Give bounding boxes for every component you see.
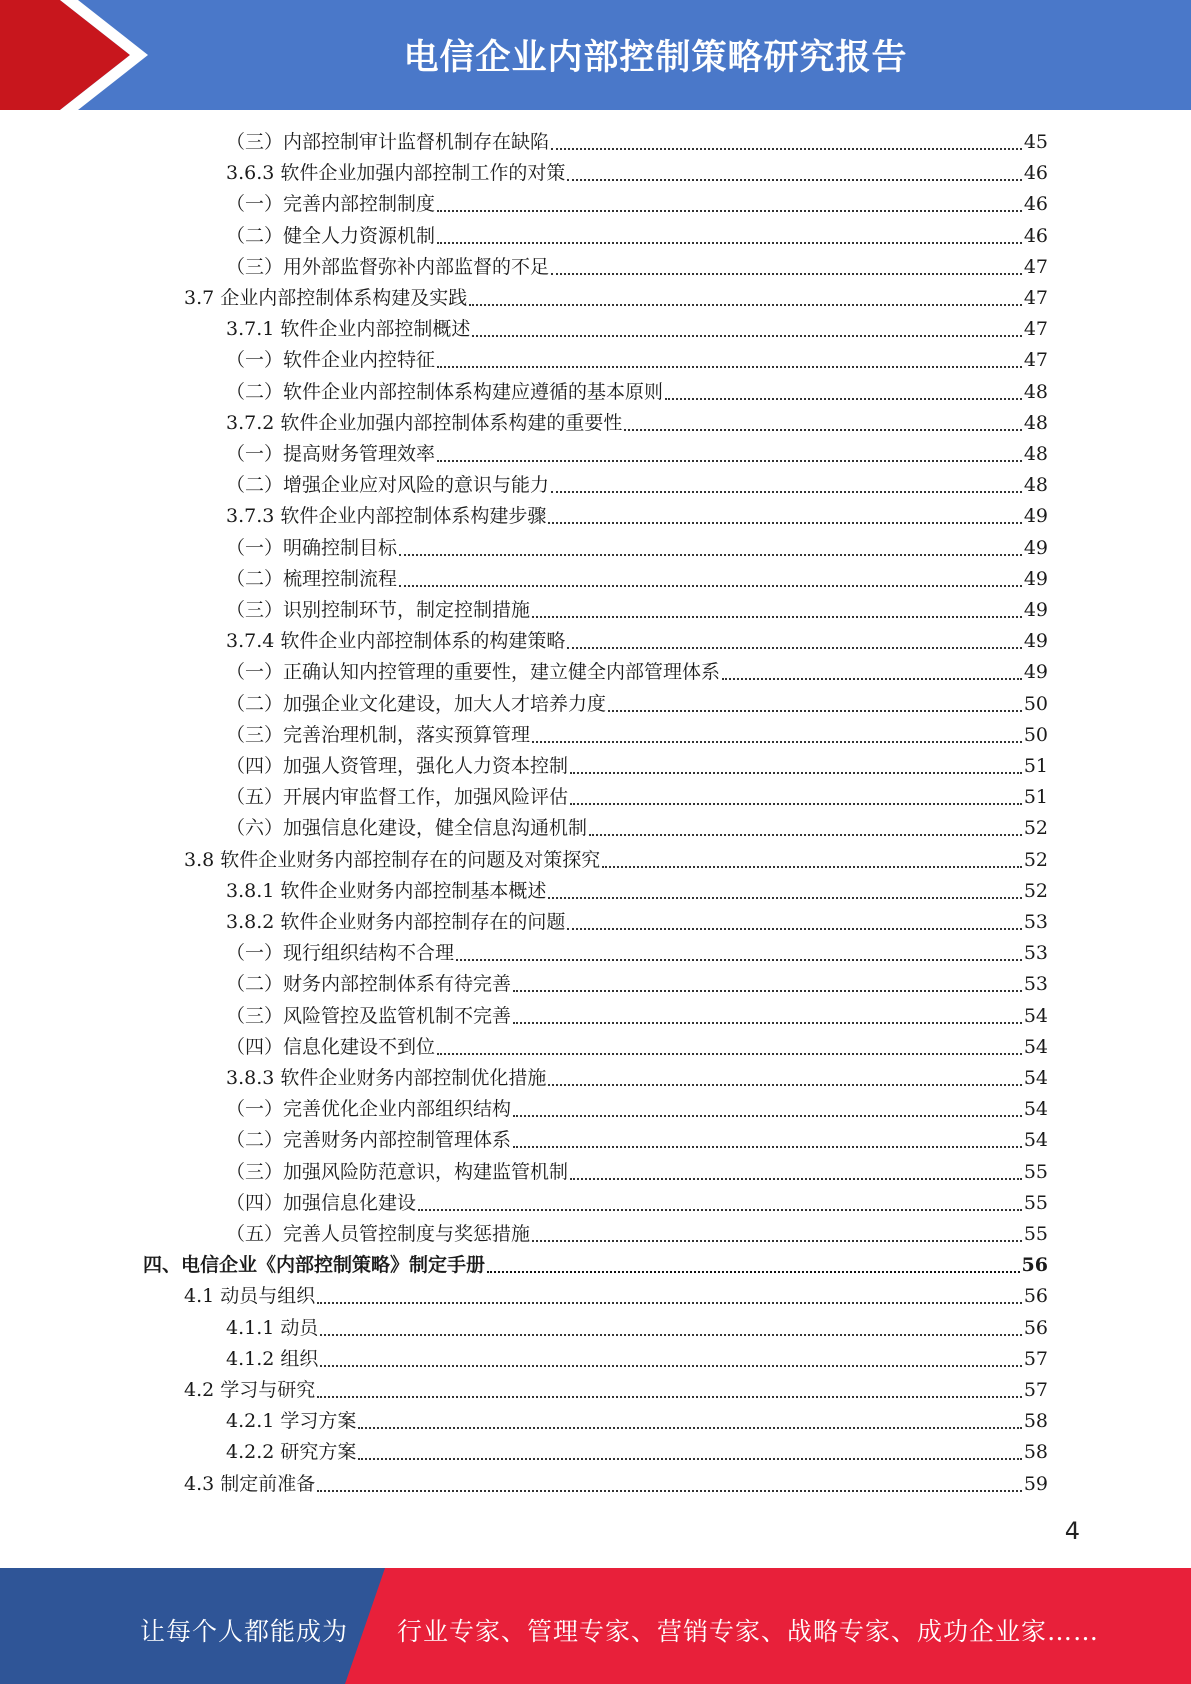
toc-entry-page: 47 — [1023, 287, 1048, 309]
toc-dot-leader — [437, 366, 1022, 368]
toc-entry-page: 53 — [1023, 911, 1048, 933]
toc-entry-page: 47 — [1023, 255, 1048, 278]
toc-entry-title: 3.7.3 软件企业内部控制体系构建步骤 — [226, 505, 547, 528]
toc-entry-page: 53 — [1023, 973, 1048, 996]
toc-entry-page: 59 — [1023, 1472, 1048, 1495]
toc-entry-title: （六）加强信息化建设，健全信息沟通机制 — [226, 817, 588, 840]
toc-entry-title: （三）风险管控及监管机制不完善 — [226, 1004, 512, 1027]
toc-entry-title: （二）加强企业文化建设，加大人才培养力度 — [226, 692, 607, 715]
toc-entry[interactable] — [226, 408, 1048, 439]
toc-entry-page: 52 — [1023, 848, 1048, 871]
toc-entry-page: 52 — [1023, 879, 1048, 902]
toc-dot-leader — [513, 1115, 1022, 1117]
toc-entry-page: 46 — [1023, 224, 1048, 247]
toc-dot-leader — [437, 210, 1022, 212]
page-header — [0, 0, 1191, 110]
toc-entry-page: 50 — [1023, 723, 1048, 746]
toc-entry-page: 57 — [1023, 1347, 1048, 1370]
toc-entry[interactable] — [226, 1406, 1048, 1437]
toc-entry-title: 4.1.2 组织 — [226, 1347, 319, 1370]
toc-entry-title: 3.8.2 软件企业财务内部控制存在的问题 — [226, 911, 566, 933]
toc-entry[interactable] — [226, 938, 1048, 969]
toc-entry-title: （二）完善财务内部控制管理体系 — [226, 1129, 512, 1152]
toc-dot-leader — [399, 554, 1022, 556]
toc-entry-title: 4.2.1 学习方案 — [226, 1410, 357, 1433]
toc-entry[interactable] — [226, 1219, 1048, 1250]
toc-entry-title: 四、电信企业《内部控制策略》制定手册 — [143, 1254, 486, 1277]
toc-entry[interactable] — [226, 595, 1048, 626]
toc-entry-page: 54 — [1023, 1004, 1048, 1027]
toc-entry[interactable] — [226, 189, 1048, 220]
toc-entry[interactable] — [226, 439, 1048, 470]
toc-dot-leader — [608, 710, 1022, 712]
toc-entry-title: （二）财务内部控制体系有待完善 — [226, 973, 512, 996]
report-title: 电信企业内部控制策略研究报告 — [403, 38, 908, 78]
toc-entry-page: 57 — [1023, 1379, 1048, 1401]
toc-dot-leader — [437, 1053, 1022, 1055]
toc-dot-leader — [567, 647, 1021, 649]
toc-entry-title: （四）信息化建设不到位 — [226, 1035, 436, 1058]
toc-entry-title: 4.3 制定前准备 — [184, 1472, 316, 1495]
toc-entry-page: 55 — [1023, 1223, 1048, 1245]
toc-entry[interactable] — [226, 813, 1048, 844]
toc-entry[interactable] — [226, 345, 1048, 376]
toc-entry-title: （五）开展内审监督工作，加强风险评估 — [226, 786, 569, 809]
toc-dot-leader — [320, 1334, 1021, 1336]
toc-entry[interactable] — [226, 1313, 1048, 1344]
toc-entry-title: （三）加强风险防范意识，构建监管机制 — [226, 1160, 569, 1183]
toc-dot-leader — [548, 522, 1021, 524]
toc-entry[interactable] — [226, 626, 1048, 657]
toc-dot-leader — [513, 990, 1022, 992]
toc-entry-page: 58 — [1023, 1441, 1048, 1464]
toc-entry[interactable] — [226, 876, 1048, 907]
toc-entry[interactable] — [143, 1250, 1048, 1281]
toc-entry[interactable] — [226, 1094, 1048, 1125]
toc-entry[interactable] — [226, 1157, 1048, 1188]
toc-entry-page: 53 — [1023, 942, 1048, 965]
page-number: 4 — [1064, 1517, 1080, 1545]
toc-entry[interactable] — [226, 689, 1048, 720]
toc-entry[interactable] — [184, 1469, 1048, 1500]
toc-entry-title: （三）完善治理机制，落实预算管理 — [226, 723, 531, 746]
toc-entry-page: 56 — [1023, 1316, 1048, 1339]
page-footer — [0, 1568, 1191, 1684]
toc-entry-page: 46 — [1023, 193, 1048, 216]
toc-dot-leader — [456, 959, 1022, 961]
toc-entry-title: （一）正确认知内控管理的重要性，建立健全内部管理体系 — [226, 661, 721, 684]
toc-entry[interactable] — [226, 782, 1048, 813]
footer-slogan-right: 行业专家、管理专家、营销专家、战略专家、成功企业家…… — [397, 1617, 1100, 1646]
toc-entry-title: （三）内部控制审计监督机制存在缺陷 — [226, 131, 550, 153]
toc-dot-leader — [624, 429, 1021, 431]
toc-dot-leader — [437, 242, 1022, 244]
toc-entry-page: 56 — [1021, 1254, 1048, 1277]
toc-dot-leader — [358, 1427, 1021, 1429]
toc-entry-title: 4.2 学习与研究 — [184, 1379, 316, 1401]
toc-entry[interactable] — [226, 158, 1048, 189]
toc-entry[interactable] — [226, 1344, 1048, 1375]
toc-entry-page: 48 — [1023, 443, 1048, 465]
toc-dot-leader — [317, 1302, 1022, 1304]
toc-entry-title: （一）提高财务管理效率 — [226, 443, 436, 465]
footer-slogan-left: 让每个人都能成为 — [140, 1617, 349, 1646]
toc-entry-title: （一）现行组织结构不合理 — [226, 942, 455, 965]
toc-entry-page: 48 — [1023, 474, 1048, 497]
toc-entry-page: 51 — [1023, 786, 1048, 809]
toc-entry-page: 45 — [1023, 131, 1048, 153]
toc-dot-leader — [437, 460, 1022, 462]
toc-entry-page: 55 — [1023, 1191, 1048, 1214]
toc-entry-title: 4.2.2 研究方案 — [226, 1441, 357, 1464]
toc-dot-leader — [532, 1240, 1022, 1242]
toc-entry[interactable] — [226, 907, 1048, 938]
toc-entry[interactable] — [226, 564, 1048, 595]
toc-entry[interactable] — [184, 1375, 1048, 1406]
toc-dot-leader — [570, 803, 1022, 805]
toc-entry-page: 50 — [1023, 692, 1048, 715]
toc-entry-page: 52 — [1023, 817, 1048, 840]
toc-entry[interactable] — [226, 1125, 1048, 1156]
toc-entry[interactable] — [226, 1032, 1048, 1063]
toc-entry[interactable] — [226, 252, 1048, 283]
toc-dot-leader — [418, 1209, 1022, 1211]
toc-entry-page: 46 — [1023, 162, 1048, 185]
toc-dot-leader — [570, 1178, 1022, 1180]
toc-entry-page: 47 — [1023, 349, 1048, 372]
toc-entry-page: 49 — [1023, 661, 1048, 684]
toc-entry[interactable] — [226, 751, 1048, 782]
toc-entry[interactable] — [184, 283, 1048, 314]
toc-entry-page: 55 — [1023, 1160, 1048, 1183]
toc-entry-title: 3.8 软件企业财务内部控制存在的问题及对策探究 — [184, 848, 601, 871]
toc-dot-leader — [567, 928, 1021, 930]
toc-entry-page: 49 — [1023, 505, 1048, 528]
toc-entry[interactable] — [226, 1001, 1048, 1032]
toc-entry[interactable] — [226, 969, 1048, 1000]
toc-entry-title: 3.7.1 软件企业内部控制概述 — [226, 318, 471, 341]
toc-entry-page: 54 — [1023, 1067, 1048, 1089]
toc-entry-page: 49 — [1023, 599, 1048, 621]
toc-entry-title: 3.8.1 软件企业财务内部控制基本概述 — [226, 879, 547, 902]
toc-entry-page: 51 — [1023, 755, 1048, 777]
toc-entry[interactable] — [226, 221, 1048, 252]
toc-dot-leader — [602, 866, 1022, 868]
toc-dot-leader — [665, 398, 1022, 400]
toc-entry-page: 48 — [1023, 380, 1048, 403]
toc-dot-leader — [551, 491, 1022, 493]
toc-dot-leader — [548, 897, 1021, 899]
toc-entry-title: （一）软件企业内控特征 — [226, 349, 436, 372]
toc-dot-leader — [551, 273, 1022, 275]
toc-dot-leader — [317, 1490, 1022, 1492]
toc-entry-page: 49 — [1023, 567, 1048, 590]
toc-entry-page: 47 — [1023, 318, 1048, 341]
toc-entry-page: 56 — [1023, 1285, 1048, 1308]
toc-entry-title: （四）加强信息化建设 — [226, 1191, 417, 1214]
toc-entry-title: （一）明确控制目标 — [226, 536, 398, 559]
toc-entry-title: 3.7 企业内部控制体系构建及实践 — [184, 287, 468, 309]
toc-entry[interactable] — [226, 657, 1048, 688]
toc-entry[interactable] — [226, 533, 1048, 564]
toc-entry[interactable] — [226, 127, 1048, 158]
toc-entry-title: 4.1 动员与组织 — [184, 1285, 316, 1308]
toc-dot-leader — [469, 304, 1022, 306]
toc-dot-leader — [532, 741, 1022, 743]
toc-dot-leader — [589, 834, 1022, 836]
toc-entry-page: 58 — [1023, 1410, 1048, 1433]
toc-dot-leader — [567, 179, 1021, 181]
toc-entry-title: 3.8.3 软件企业财务内部控制优化措施 — [226, 1067, 547, 1089]
toc-entry-page: 49 — [1023, 630, 1048, 653]
toc-entry-title: （一）完善内部控制制度 — [226, 193, 436, 216]
toc-entry[interactable] — [226, 1437, 1048, 1468]
toc-entry-page: 48 — [1023, 411, 1048, 434]
toc-dot-leader — [472, 335, 1021, 337]
toc-entry-title: 3.6.3 软件企业加强内部控制工作的对策 — [226, 162, 566, 185]
toc-dot-leader — [722, 678, 1022, 680]
toc-dot-leader — [399, 585, 1022, 587]
toc-entry[interactable] — [226, 1188, 1048, 1219]
toc-entry-title: （二）梳理控制流程 — [226, 567, 398, 590]
toc-entry-title: （三）用外部监督弥补内部监督的不足 — [226, 255, 550, 278]
toc-dot-leader — [513, 1022, 1022, 1024]
toc-dot-leader — [570, 772, 1022, 774]
toc-entry-page: 54 — [1023, 1129, 1048, 1152]
toc-dot-leader — [487, 1271, 1020, 1273]
toc-entry[interactable] — [226, 1063, 1048, 1094]
toc-dot-leader — [513, 1146, 1022, 1148]
toc-dot-leader — [320, 1365, 1021, 1367]
toc-entry[interactable] — [226, 720, 1048, 751]
toc-dot-leader — [548, 1084, 1021, 1086]
toc-entry-title: 3.7.4 软件企业内部控制体系的构建策略 — [226, 630, 566, 653]
toc-dot-leader — [317, 1396, 1022, 1398]
toc-entry-page: 49 — [1023, 536, 1048, 559]
toc-entry[interactable] — [226, 377, 1048, 408]
toc-dot-leader — [532, 616, 1022, 618]
toc-entry-page: 54 — [1023, 1098, 1048, 1121]
toc-entry-title: （二）软件企业内部控制体系构建应遵循的基本原则 — [226, 380, 664, 403]
toc-entry-title: （五）完善人员管控制度与奖惩措施 — [226, 1223, 531, 1245]
toc-entry-title: （二）健全人力资源机制 — [226, 224, 436, 247]
toc-dot-leader — [358, 1458, 1021, 1460]
toc-entry-title: （二）增强企业应对风险的意识与能力 — [226, 474, 550, 497]
toc-entry[interactable] — [226, 470, 1048, 501]
toc-entry-title: 4.1.1 动员 — [226, 1316, 319, 1339]
toc-entry-page: 54 — [1023, 1035, 1048, 1058]
toc-entry[interactable] — [184, 845, 1048, 876]
toc-entry[interactable] — [226, 501, 1048, 532]
toc-entry-title: （三）识别控制环节，制定控制措施 — [226, 599, 531, 621]
toc-entry[interactable] — [226, 314, 1048, 345]
toc-entry[interactable] — [184, 1281, 1048, 1312]
toc-entry-title: （一）完善优化企业内部组织结构 — [226, 1098, 512, 1121]
toc-dot-leader — [551, 148, 1022, 150]
toc-entry-title: （四）加强人资管理，强化人力资本控制 — [226, 755, 569, 777]
toc-entry-title: 3.7.2 软件企业加强内部控制体系构建的重要性 — [226, 411, 623, 434]
